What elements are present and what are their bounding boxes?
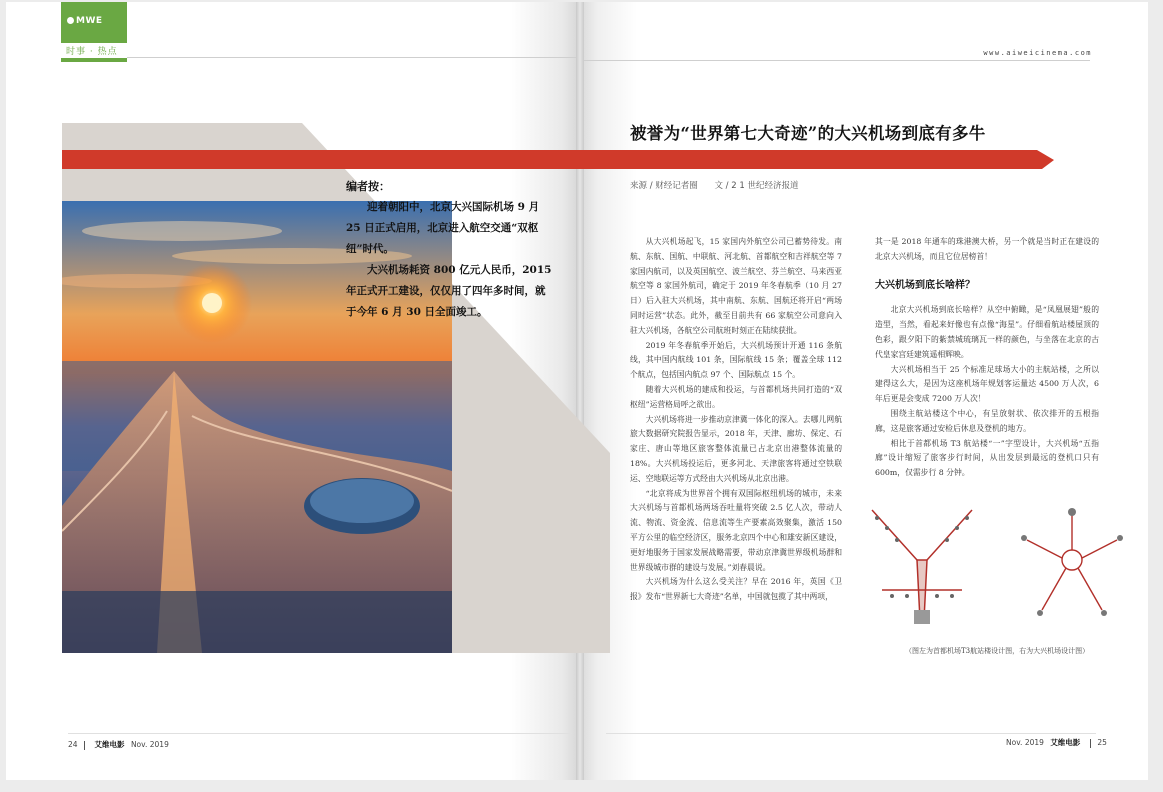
body-paragraph: 大兴机场为什么这么受关注？早在 2016 年，英国《卫报》发布“世界新七大奇迹”名单，中国就包揽了其中两项， — [630, 577, 842, 602]
left-footer — [68, 739, 169, 750]
editor-note-paragraph: 大兴机场耗资 800 亿元人民币，2015 年正式开工建设，仅仅用了四年多时间，就于今年 6 月 30 日全面竣工。 — [346, 264, 552, 318]
editor-note — [346, 176, 552, 323]
section-logo-text: MWE — [76, 16, 103, 26]
body-column-2 — [875, 235, 1099, 481]
editor-note-paragraph: 迎着朝阳中，北京大兴国际机场 9 月 25 日正式启用，北京进入航空交通“双枢纽”时代。 — [346, 201, 540, 255]
section-label: 时事 · 热点 — [66, 47, 118, 57]
body-paragraph: 相比于首都机场 T3 航站楼“一”字型设计，大兴机场“五指廊”设计缩短了旅客步行时间，从出发层到最远的登机口只有 600m，仅需步行 8 分钟。 — [875, 438, 1099, 478]
header-rule — [127, 57, 580, 58]
body-paragraph: 大兴机场相当于 25 个标准足球场大小的主航站楼，之所以建得这么大，是因为这座机场年规划客运量达 4500 万人次，6 年后更是会变成 7200 万人次！ — [875, 364, 1099, 404]
body-paragraph: 围绕主航站楼这个中心，有呈放射状、依次排开的五根指廊，这是旅客通过安检后休息及登机的地方。 — [875, 408, 1099, 433]
body-paragraph: 其一是 2018 年通车的珠港澳大桥，另一个就是当时正在建设的北京大兴机场，而且它位居榜首！ — [875, 237, 1099, 261]
issue-date-left: Nov. 2019 — [130, 740, 169, 749]
body-paragraph: 随着大兴机场的建成和投运，与首都机场共同打造的“双枢纽”运营格局呼之欲出。 — [630, 384, 842, 409]
t3-terminal-plan-diagram — [862, 500, 982, 630]
footer-rule — [68, 733, 572, 734]
page-number-left: 24 — [68, 740, 78, 749]
body-paragraph: “北京将成为世界首个拥有双国际枢纽机场的城市，未来大兴机场与首都机场两场吞吐量将突破 2.5 亿人次，带动人流、物流、资金流、信息流等生产要素高效聚集，激活 150 平方公里的临空经济区，服务北京四个中心和雄安新区建设，更好地服务于国家发展战略需要，带动京津冀世界级机场群和世界级城市群的建设与发展。”刘春晨说。 — [630, 488, 842, 572]
right-footer — [1006, 737, 1107, 748]
body-paragraph: 从大兴机场起飞，15 家国内外航空公司已蓄势待发。南航、东航、国航、中联航、河北航、首都航空和吉祥航空等 7 家国内航司，以及英国航空、波兰航空、芬兰航空、马来西亚航空等 8 家国外航司，确定于 2019 年冬春航季（10 月 27 日）后入驻大兴机场，其中南航、东航、国航还将开启“两场同时运营”状态。此外，截至目前共有 66 家航空公司意向入驻大兴机场，各航空公司航班时刻正在陆续获批。 — [630, 237, 842, 335]
section-subheading: 大兴机场到底长啥样？ — [875, 279, 975, 291]
red-title-banner — [62, 150, 1054, 169]
editor-note-heading: 编者按： — [346, 180, 390, 193]
logo-dot-icon — [67, 17, 74, 24]
issue-date-right: Nov. 2019 — [1006, 738, 1044, 747]
source-line: 来源 / 财经记者圈 — [630, 181, 698, 191]
body-column-1 — [630, 235, 842, 605]
daxing-airport-plan-diagram — [1012, 500, 1132, 630]
page-number-right: 25 — [1097, 738, 1107, 747]
body-paragraph: 2019 年冬春航季开始后，大兴机场预计开通 116 条航线，其中国内航线 101 条，国际航线 15 条；覆盖全球 112 个航点，包括国内航点 97 个、国际航点 15 个。 — [630, 340, 842, 380]
author-line: 文 / 2 1 世纪经济报道 — [714, 181, 799, 191]
byline — [630, 179, 812, 191]
article-title: 被誉为“世界第七大奇迹”的大兴机场到底有多牛 — [630, 124, 986, 143]
body-paragraph: 北京大兴机场到底长啥样？从空中俯瞰，是“凤凰展翅”般的造型，当然，看起来好像也有点像“海星”。仔细看航站楼屋顶的色彩，跟夕阳下的紫禁城琉璃瓦一样的颜色，与坐落在北京的古代皇家宫廷建筑遥相辉映。 — [875, 305, 1099, 359]
header-rule-right — [580, 60, 1090, 61]
body-paragraph: 大兴机场将进一步推动京津冀一体化的深入。去哪儿网航旅大数据研究院报告显示，2018 年，天津、廊坊、保定、石家庄、唐山等地区旅客整体流量已占北京出港整体流量的 18%。大兴机场投运后，更多河北、天津旅客将通过空铁联运、空地联运等方式经由大兴机场从北京出港。 — [630, 414, 842, 483]
magazine-name-left: 艾维电影 — [94, 740, 125, 749]
website-url: www.aiweicinema.com — [983, 49, 1092, 57]
magazine-name-right: 艾维电影 — [1050, 738, 1081, 747]
figure-caption: （图左为首都机场T3航站楼设计图，右为大兴机场设计图） — [905, 647, 1090, 655]
footer-rule-right — [606, 733, 1096, 734]
